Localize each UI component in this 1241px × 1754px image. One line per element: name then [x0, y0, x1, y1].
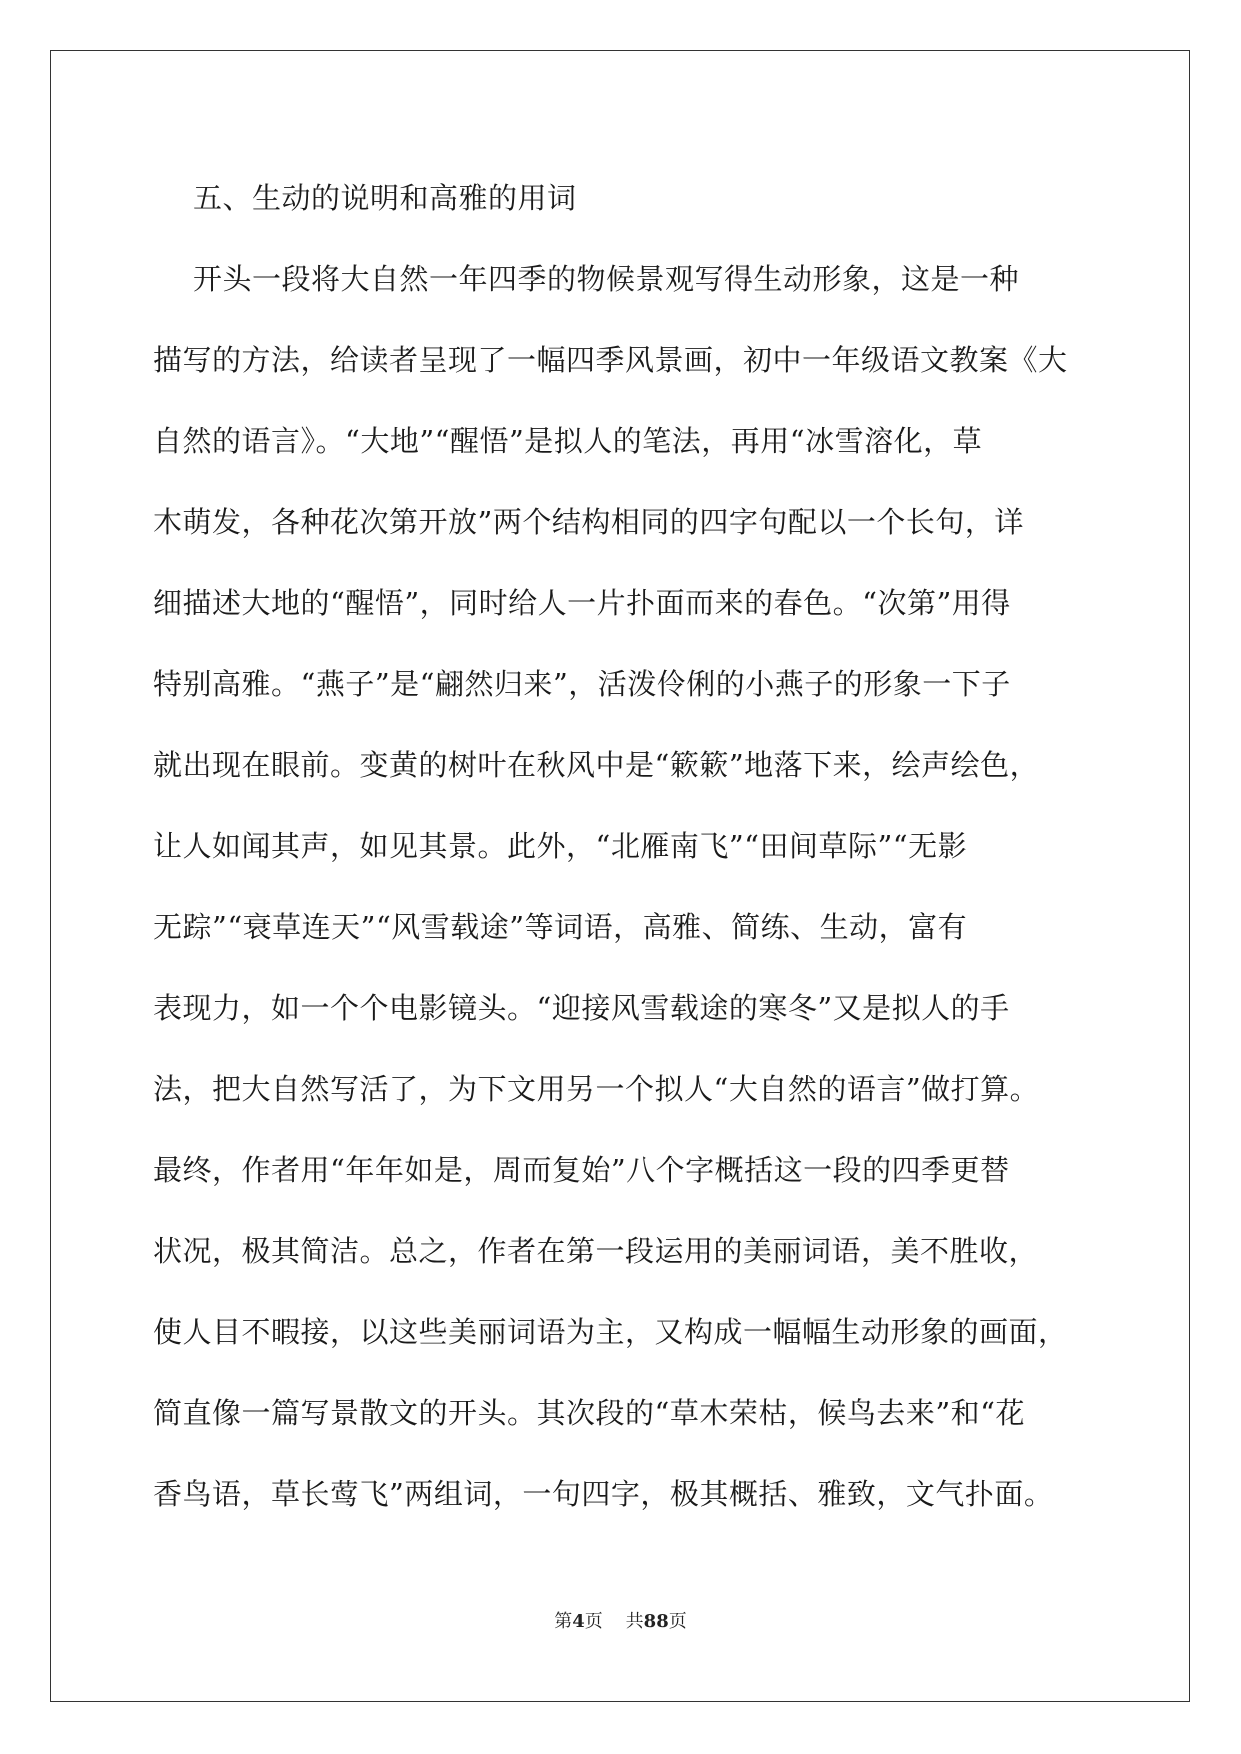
total-suffix: 页	[668, 1611, 687, 1632]
page-suffix: 页	[584, 1611, 603, 1632]
document-body	[153, 158, 1088, 1535]
total-pages: 88	[643, 1611, 669, 1632]
paragraph-line: 简直像一篇写景散文的开头。其次段的“草木荣枯，候鸟去来”和“花	[153, 1396, 1025, 1430]
paragraph-line: 自然的语言》。“大地”“醒悟”是拟人的笔法，再用“冰雪溶化，草	[153, 424, 983, 458]
total-prefix: 共	[625, 1611, 644, 1632]
paragraph-line: 就出现在眼前。变黄的树叶在秋风中是“簌簌”地落下来，绘声绘色，	[153, 748, 1040, 782]
section-heading: 五、生动的说明和高雅的用词	[193, 181, 577, 215]
paragraph-line: 香鸟语，草长莺飞”两组词，一句四字，极其概括、雅致，文气扑面。	[153, 1477, 1054, 1511]
page-prefix: 第	[554, 1611, 573, 1632]
paragraph-line: 木萌发，各种花次第开放”两个结构相同的四字句配以一个长句，详	[153, 505, 1024, 539]
page-number: 4	[572, 1611, 585, 1632]
paragraph-line: 开头一段将大自然一年四季的物候景观写得生动形象，这是一种	[193, 262, 1020, 296]
paragraph-line: 法，把大自然写活了，为下文用另一个拟人“大自然的语言”做打算。	[153, 1072, 1040, 1106]
paragraph-line: 细描述大地的“醒悟”，同时给人一片扑面而来的春色。“次第”用得	[153, 586, 1011, 620]
page-footer	[0, 1610, 1241, 1634]
paragraph-line: 最终，作者用“年年如是，周而复始”八个字概括这一段的四季更替	[153, 1153, 1010, 1187]
paragraph-line: 特别高雅。“燕子”是“翩然归来”，活泼伶俐的小燕子的形象一下子	[153, 667, 1011, 701]
paragraph-line: 使人目不暇接，以这些美丽词语为主，又构成一幅幅生动形象的画面，	[153, 1315, 1068, 1349]
paragraph-line: 无踪”“衰草连天”“风雪载途”等词语，高雅、简练、生动，富有	[153, 910, 968, 944]
paragraph-line: 描写的方法，给读者呈现了一幅四季风景画，初中一年级语文教案《大	[153, 343, 1068, 377]
paragraph-line: 状况，极其简洁。总之，作者在第一段运用的美丽词语，美不胜收，	[153, 1234, 1039, 1268]
paragraph-line: 让人如闻其声，如见其景。此外，“北雁南飞”“田间草际”“无影	[153, 829, 968, 863]
paragraph-line: 表现力，如一个个电影镜头。“迎接风雪载途的寒冬”又是拟人的手	[153, 991, 1010, 1025]
